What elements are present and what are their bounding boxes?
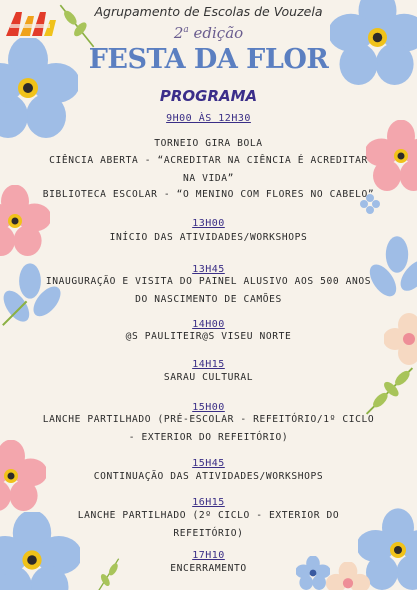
schedule-item-7-0: LANCHE PARTILHADO (2º CICLO - EXTERIOR DO REFEITÓRIO) <box>77 510 340 539</box>
schedule-item-6-0: CONTINUAÇÃO DAS ATIVIDADES/WORKSHOPS <box>93 471 324 482</box>
schedule-item-3-0: @S PAULITEIR@S VISEU NORTE <box>125 331 292 342</box>
schedule-time-3: 14H00 <box>192 319 225 330</box>
schedule-time-4: 14H15 <box>192 359 225 370</box>
schedule-item-8-0: ENCERRAMENTO <box>170 563 247 574</box>
schedule-time-1: 13H00 <box>192 218 225 229</box>
schedule-time-5: 15H00 <box>192 402 225 413</box>
edition-ordinal: a <box>183 25 189 35</box>
schedule-time-2: 13H45 <box>192 264 225 275</box>
schedule-item-4-0: SARAU CULTURAL <box>163 372 254 383</box>
schedule-item-0-1: CIÊNCIA ABERTA - “ACREDITAR NA CIÊNCIA É ACREDITAR NA VIDA” <box>49 155 368 184</box>
edition-number: 2 <box>173 24 184 42</box>
program-heading: PROGRAMA <box>159 87 258 105</box>
page-title: FESTA DA FLOR <box>88 44 329 75</box>
schedule-time-7: 16H15 <box>192 497 225 508</box>
school-name: Agrupamento de Escolas de Vouzela <box>94 4 323 19</box>
schedule-item-1-0: INÍCIO DAS ATIVIDADES/WORKSHOPS <box>109 232 308 243</box>
schedule-time-6: 15H45 <box>192 458 225 469</box>
schedule-time-8: 17H10 <box>192 550 225 561</box>
edition-label <box>0 24 417 42</box>
schedule-time-0: 9H00 ÀS 12H30 <box>166 113 251 124</box>
schedule-item-0-2: BIBLIOTECA ESCOLAR - “O MENINO COM FLORES NO CABELO” <box>42 189 375 200</box>
schedule-item-0-0: TORNEIO GIRA BOLA <box>154 138 263 149</box>
schedule-item-5-0: LANCHE PARTILHADO (PRÉ-ESCOLAR - REFEITÓRIO/1º CICLO - EXTERIOR DO REFEITÓRIO) <box>42 414 375 443</box>
edition-word: edição <box>193 24 244 42</box>
schedule-item-2-0: INAUGURAÇÃO E VISITA DO PAINEL ALUSIVO AOS 500 ANOS DO NASCIMENTO DE CAMÕES <box>45 276 372 305</box>
